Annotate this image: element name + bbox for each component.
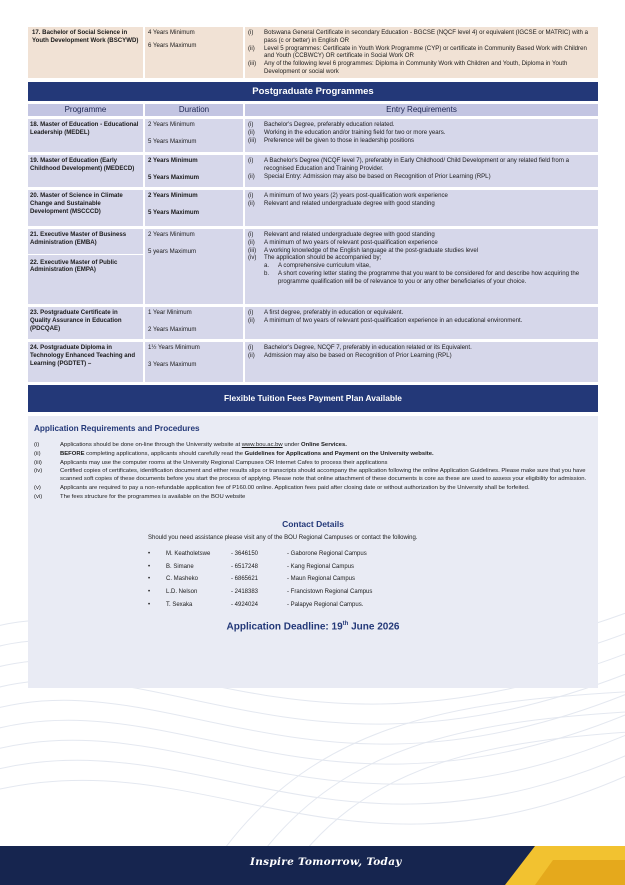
- programme-name: 23. Postgraduate Certificate in Quality Assurance in Education (PDCQAE): [28, 307, 143, 339]
- programme-row-23: [28, 307, 598, 339]
- bullet-icon: •: [148, 550, 151, 557]
- req-item: (i) Relevant and related undergraduate degree with good standing: [248, 231, 435, 238]
- entry-requirements: [245, 155, 598, 187]
- entry-requirements: [245, 229, 598, 304]
- entry-requirements: [245, 27, 598, 78]
- req-item: (i) Bachelor's Degree, NCQF 7, preferably in education related or its Equivalent.: [248, 344, 472, 351]
- duration-min: 2 Years Minimum: [148, 157, 198, 164]
- req-item: (i) Botswana General Certificate in secondary Education - BGCSE (NQCF level 4) or equivalent (IGCSE or MATRIC) with a pass (c or better) in English OR: [248, 29, 588, 44]
- programme-row-24: [28, 342, 598, 382]
- application-item: (iv) Certified copies of certificates, identification document and either results slips or transcripts should accompany the application following the online Application Guidelines. Please make sure that you have scanned soft copies of these documents before you start the process of applying. Please note that online attachment of these documents is core as these are used to assess your eligibility for admission.: [34, 468, 587, 483]
- req-item: (i) A Bachelor's Degree (NCQF level 7), preferably in Early Childhood/ Child Development or any related field from a recognised Education and Training Provider.: [248, 157, 569, 172]
- footer-bar: [0, 846, 625, 885]
- programmes-page: [28, 27, 598, 688]
- req-item: (iii) Any of the following level 6 programmes: Diploma in Community Work with Children and Youth, Diploma in Youth Development or social work: [248, 60, 568, 75]
- req-item: (i) A minimum of two years (2) years post-qualification work experience: [248, 192, 448, 199]
- programme-empa: 22. Executive Master of Public Administration (EMPA): [30, 258, 118, 274]
- req-item: (i) A first degree, preferably in education or equivalent.: [248, 309, 404, 316]
- header-duration: Duration: [145, 104, 243, 116]
- programme-name: 24. Postgraduate Diploma in Technology Enhanced Teaching and Learning (PGDTET) –: [28, 342, 143, 382]
- duration-min: 2 Years Minimum: [148, 231, 195, 238]
- programme-name: 18. Master of Education - Educational Leadership (MEDEL): [28, 119, 143, 152]
- contact-row: • T. Sexaka - 4924024 - Palapye Regional Campus.: [148, 602, 364, 609]
- req-item: (iii) Preference will be given to those in leadership positions: [248, 136, 415, 144]
- duration-max: 5 Years Maximum: [148, 208, 200, 216]
- duration-min: 4 Years Minimum: [148, 29, 195, 36]
- duration-max: 5 years Maximum: [148, 247, 197, 255]
- duration-max: 2 Years Maximum: [148, 325, 197, 333]
- slogan: Inspire Tomorrow, Today: [250, 856, 402, 868]
- header-requirements: Entry Requirements: [245, 104, 598, 116]
- duration: [145, 307, 243, 339]
- req-item: (ii) Level 5 programmes: Certificate in Youth Work Programme (CYP) or certificate in Community Based Work with Children and Youth (CCBWCY) OR certificate in Social Work OR: [248, 44, 587, 60]
- application-item: (i) Applications should be done on-line through the University website at www.bou.ac.bw under Online Services.: [34, 442, 347, 448]
- req-item: (ii) A minimum of two years of relevant post-qualification experience: [248, 238, 438, 246]
- application-item: (vi) The fees structure for the programmes is available on the BOU website: [34, 493, 246, 500]
- header-programme: Programme: [28, 104, 143, 116]
- duration-max: 6 Years Maximum: [148, 41, 197, 49]
- req-item: (iv) The application should be accompanied by;: [248, 254, 382, 262]
- programme-row-20: [28, 190, 598, 226]
- tuition-banner: Flexible Tuition Fees Payment Plan Available: [28, 385, 598, 412]
- application-item: (iii) Applicants may use the computer rooms at the University Regional Campuses OR Internet Cafes to process their applications: [34, 459, 388, 466]
- entry-requirements: [245, 190, 598, 226]
- duration-min: 2 Years Minimum: [148, 121, 195, 128]
- duration: [145, 119, 243, 152]
- programme-row-17: [28, 27, 598, 78]
- contact-intro: Should you need assistance please visit any of the BOU Regional Campuses or contact the following.: [148, 535, 418, 542]
- bullet-icon: •: [148, 602, 151, 609]
- bullet-icon: •: [148, 589, 151, 596]
- contact-row: • C. Masheko - 6865621 - Maun Regional Campus: [148, 576, 356, 583]
- req-item: (ii) Admission may also be based on Recognition of Prior Learning (RPL): [248, 351, 452, 359]
- bullet-icon: •: [148, 563, 151, 570]
- programme-name: 20. Master of Science in Climate Change and Sustainable Development (MSCCCD): [28, 190, 143, 226]
- duration-max: 5 Years Maximum: [148, 173, 200, 181]
- contact-title: Contact Details: [282, 519, 344, 530]
- duration-min: 2 Years Minimum: [148, 192, 198, 199]
- duration: [145, 229, 243, 304]
- duration-min: 1½ Years Minimum: [148, 344, 200, 351]
- programme-emba: 21. Executive Master of Business Administration (EMBA): [30, 231, 127, 246]
- programme-row-19: [28, 155, 598, 187]
- duration-max: 5 Years Maximum: [148, 137, 197, 145]
- programme-name: [28, 229, 143, 304]
- entry-requirements: [245, 342, 598, 382]
- req-item: (ii) Special Entry: Admission may also be based on Recognition of Prior Learning (RPL): [248, 172, 491, 180]
- programme-name: 17. Bachelor of Social Science in Youth Development Work (BSCYWD): [28, 27, 143, 78]
- application-deadline: Application Deadline: 19th June 2026: [226, 621, 400, 633]
- duration-max: 3 Years Maximum: [148, 360, 197, 368]
- duration: [145, 342, 243, 382]
- req-subitem: b. A short covering letter stating the programme that you want to be considered for and describe how acquiring the programme qualification will be of relevance to you or any other beneficiaries of your choice.: [264, 269, 580, 285]
- duration-min: 1 Year Minimum: [148, 309, 192, 316]
- req-item: (i) Bachelor's Degree, preferably education related.: [248, 121, 395, 128]
- contact-row: • L.D. Nelson - 2418383 - Francistown Regional Campus: [148, 589, 373, 596]
- req-item: (ii) Working in the education and/or training field for two or more years.: [248, 128, 446, 136]
- postgraduate-banner: Postgraduate Programmes: [28, 82, 598, 101]
- application-panel: [28, 416, 598, 688]
- application-item: (v) Applicants are required to pay a non-refundable application fee of P160.00 online. Application fees paid after closing date or without authorization by the University shall be forfeited.: [34, 484, 530, 491]
- application-title: Application Requirements and Procedures: [34, 424, 200, 433]
- duration: [145, 27, 243, 78]
- req-subitem: a. A comprehensive curriculum vitae,: [264, 262, 371, 270]
- programme-name: 19. Master of Education (Early Childhood Development) (MEDECD): [28, 155, 143, 187]
- req-item: (iii) A working knowledge of the English language at the post-graduate studies level: [248, 246, 479, 254]
- duration: [145, 155, 243, 187]
- programme-row-21-22: [28, 229, 598, 304]
- entry-requirements: [245, 307, 598, 339]
- application-item: (ii) BEFORE completing applications, applicants should carefully read the Guidelines for Applications and Payment on the University website.: [34, 450, 434, 457]
- req-item: (ii) Relevant and related undergraduate degree with good standing: [248, 199, 435, 207]
- contact-row: • B. Simane - 6517248 - Kang Regional Campus: [148, 563, 355, 570]
- programme-row-18: [28, 119, 598, 152]
- contact-row: • M. Keatholetswe - 3646150 - Gaborone Regional Campus: [148, 550, 367, 557]
- bullet-icon: •: [148, 576, 151, 583]
- req-item: (ii) A minimum of two years of relevant post-qualification experience in an educational environment.: [248, 316, 523, 324]
- gold-accent-shape: [475, 846, 625, 885]
- university-website-link[interactable]: www.bou.ac.bw: [241, 442, 283, 448]
- table-header: [28, 104, 598, 116]
- duration: [145, 190, 243, 226]
- entry-requirements: [245, 119, 598, 152]
